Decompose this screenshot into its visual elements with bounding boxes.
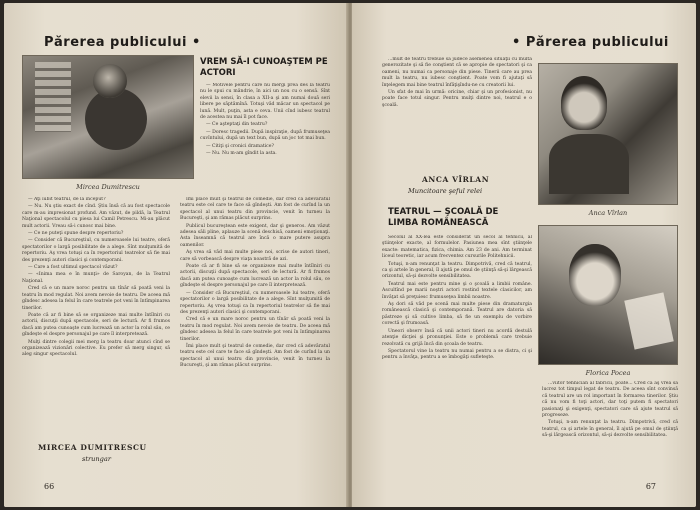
article-column-top xyxy=(382,57,532,169)
paragraph: Un sfat de mai în urmă: oricine, chiar şi un profesionist, nu poate face totul singur. Pentru mulţi dintre noi, teatrul e o şcoală. xyxy=(382,90,532,108)
signature-name: ANCA VÎRLAN xyxy=(422,175,490,184)
paragraph: ...viitor tehnician al fabricii, poate... Cred că aş vrea să lucrez tot timpul legat de teatru. De aceea sînt convinsă că teatrul are un rol important în formarea tinerilor. Ştiu că nu vom fi toţi actori, dar toţi putem fi spectatori pasionaţi şi exigenţi, spectatori care să ajute teatrul să progreseze. xyxy=(542,381,678,419)
paragraph: Aş vrea să văd mai multe piese noi, scrise de autori tineri, care să vorbească despre viaţa noastră de azi. xyxy=(180,250,330,262)
paragraph: ...mult de teatru trebuie să judece asemenea situaţii cu multă generozitate şi să fie conştient că se apropie de spectatori şi ca oameni, nu numai ca personaje din piese. Tinerii care au prea mult la teatru, nu iubesc conştient. Poate vom fi ajutaţi să înţelegem mai bine teatrul înfăţişîndu-ne cu creatorii lui. xyxy=(382,57,532,88)
page-number: 66 xyxy=(44,482,55,491)
signature-role: Muncitoare şeful relei xyxy=(408,187,483,195)
paragraph: — Doresc tragedii. După inspiraţie, după frumuseţea cuvîntului, după un text bun, după un joc tot mai bun. xyxy=(200,129,330,142)
paragraph: — Consider că Bucureştiul, cu numeroasele lui teatre, oferă spectatorilor o largă posibilitate de a alege. Sînt mulţumită de repertoriu. Aş vrea totuşi ca în repertoriul teatrelor să fie mai des prezenţi autori clasici şi contemporani. xyxy=(22,238,170,263)
paragraph: — Motivele pentru care nu mergi prea des la teatru nu le spui cu mândrie, în aici un nou cu o sensă. Sînt elevii la sensi, în clasa a XII-a şi am numai două seri libere pe săptămînă. Totuşi văd măcar un spectacol pe lună. Mult, puţin, asta e ceva. Unii cînd iubesc teatrul de acestea nu mai îl pot face. xyxy=(200,83,330,121)
paragraph: Cred că e un mare noroc pentru un tînăr să poată veni la teatru în mod regulat. Noi avem nevoie de teatru. De aceea mă gîndesc adesea la felul în care teatrele pot veni în întîmpinarea tinerilor. xyxy=(22,286,170,311)
photo-mircea-dumitrescu xyxy=(22,55,194,179)
paragraph: Secolul al XX-lea este considerat un secol al tehnicii, al ştiinţelor exacte, al formulelor. Pasiunea mea sînt ştiinţele exacte: matematica, fizica, chimia. Am 23 de ani. Am terminat liceul teoretic, iar acum frecventez cursurile Politehnicii. xyxy=(382,235,532,260)
photo-caption: Anca Vîrlan xyxy=(588,209,628,217)
paragraph: — Consider că Bucureştiul, cu numeroasele lui teatre, oferă spectatorilor o largă posibilitate de a alege. Sînt mulţumită de repertoriu. Aş vrea totuşi ca în repertoriul teatrelor să fie mai des prezenţi autori clasici şi contemporani. xyxy=(180,290,330,315)
paragraph: Totuşi, n-am renunţat la teatru. Dimpotrivă, cred că teatrul, ca şi artele în general, îl ajută pe omul de ştiinţă să-şi lărgească orizontul, să-şi dezvolte sensibilitatea. xyxy=(542,420,678,439)
article-column-a xyxy=(200,83,330,193)
paragraph: Spectatorul vine la teatru nu numai pentru a se distra, ci şi pentru a învăţa, pentru a se îmbogăţi sufleteşte. xyxy=(382,348,532,361)
signature-role: strungar xyxy=(82,455,111,463)
article-column-a xyxy=(382,235,532,481)
paragraph: — «Inima mea e în munţi» de Saroyan, de la Teatrul Naţional. xyxy=(22,272,170,284)
signature-name: MIRCEA DUMITRESCU xyxy=(38,443,147,452)
paragraph: Totuşi, n-am renunţat la teatru. Dimpotrivă, cred că teatrul, ca şi artele în general, îl ajută pe omul de ştiinţă să-şi lărgească orizontul, să-şi dezvolte sensibilitatea. xyxy=(382,261,532,280)
paragraph: Teatrul mai este pentru mine şi o şcoală a limbii române. Ascultînd pe marii noştri actori rostind textele clasicilor, am învăţat să preţuiesc frumuseţea limbii noastre. xyxy=(382,281,532,300)
left-page xyxy=(4,3,348,507)
paragraph: Îmi place mult şi teatrul de comedie, dar cred că adevăratul teatru este cel care te face să gîndeşti. Am fost de curînd la un spectacol al unui teatru din provincie, venit în turneu la Bucureşti, şi am rămas plăcut surprins. xyxy=(180,197,330,222)
article-column-c xyxy=(542,381,678,477)
paragraph: Poate că ar fi bine să se organizeze mai multe întîlniri cu actorii, discuţii după spectacole, seri de lectură. Ar fi frumos dacă am putea cunoaşte cum lucrează un actor la rolul său, ce gîndeşte el despre personajul pe care îl interpretează. xyxy=(22,312,170,338)
magazine-spread xyxy=(4,3,696,507)
photo-caption: Mircea Dumitrescu xyxy=(76,183,140,191)
paragraph: — Citiţi şi cronici dramatice? xyxy=(206,143,274,149)
paragraph: Îmi place mult şi teatrul de comedie, dar cred că adevăratul teatru este cel care te face să gîndeşti. Am fost de curînd la un spectacol al unui teatru din provincie, venit în turneu la Bucureşti, şi am rămas plăcut surprins. xyxy=(180,343,330,369)
page-number: 67 xyxy=(645,482,656,491)
paragraph: — Aţi iubit teatrul, de la început? xyxy=(28,197,106,202)
paragraph: — Ce ne puteţi spune despre repertoriu? xyxy=(28,231,124,237)
photo-florica-pocea xyxy=(538,225,678,365)
article-column-c xyxy=(180,197,330,479)
photo-anca-virlan xyxy=(538,63,678,205)
section-header: • Părerea publicului xyxy=(512,35,669,50)
section-header: Părerea publicului • xyxy=(44,35,201,50)
paragraph: — Care a fost ultimul spectacol văzut? xyxy=(28,265,118,271)
article-title: TEATRUL — ŞCOALĂ DE LIMBA ROMÂNEASCĂ xyxy=(388,207,499,228)
paragraph: — Ce aşteptaţi din teatru? xyxy=(206,122,268,128)
paragraph: — Nu. Nu ştiu exact de cînd. Ştiu însă că au fost spectacole care m-au impresionat profund. Am văzut, de pildă, la Teatrul Naţional spectacolul cu piesa lui Camil Petrescu. Mi-au plăcut mult actorii. Vreau să-i cunosc mai bine. xyxy=(22,204,170,229)
paragraph: Publicul bucureştean este exigent, dar şi generos. Am văzut adesea săli pline, aplauze la scenă deschisă, oameni emoţionaţi. Asta înseamnă că teatrul are încă o mare putere asupra oamenilor. xyxy=(180,223,330,248)
article-title: VREM SĂ-I CUNOAŞTEM PE ACTORI xyxy=(200,57,328,78)
paragraph: Aş dori să văd pe scenă mai multe piese din dramaturgia românească clasică şi contemporană. Teatrul are datoria să păstreze şi să cultive limba, să fie un exemplu de vorbire corectă şi frumoasă. xyxy=(382,302,532,327)
paragraph: — Nu. Nu m-am gîndit la asta. xyxy=(206,151,277,157)
paragraph: Cred că e un mare noroc pentru un tînăr să poată veni la teatru în mod regulat. Noi avem nevoie de teatru. De aceea mă gîndesc adesea la felul în care teatrele pot veni în întîmpinarea tinerilor. xyxy=(180,317,330,342)
paragraph: Mulţi dintre colegii mei merg la teatru doar atunci cînd se organizează vizionări colective. Eu prefer să merg singur, să aleg singur spectacolul. xyxy=(22,339,170,358)
photo-caption: Florica Pocea xyxy=(585,369,631,377)
paragraph: Uneori observ însă că unii actori tineri nu acordă destulă atenţie dicţiei şi pronunţiei. Este o problemă care trebuie rezolvată cu grijă încă din şcoala de teatru. xyxy=(382,328,532,347)
paragraph: Poate că ar fi bine să se organizeze mai multe întîlniri cu actorii, discuţii după spectacole, seri de lectură. Ar fi frumos dacă am putea cunoaşte cum lucrează un actor la rolul său, ce gîndeşte el despre personajul pe care îl interpretează. xyxy=(180,264,330,289)
article-column-b xyxy=(22,197,170,439)
right-page xyxy=(352,3,696,507)
